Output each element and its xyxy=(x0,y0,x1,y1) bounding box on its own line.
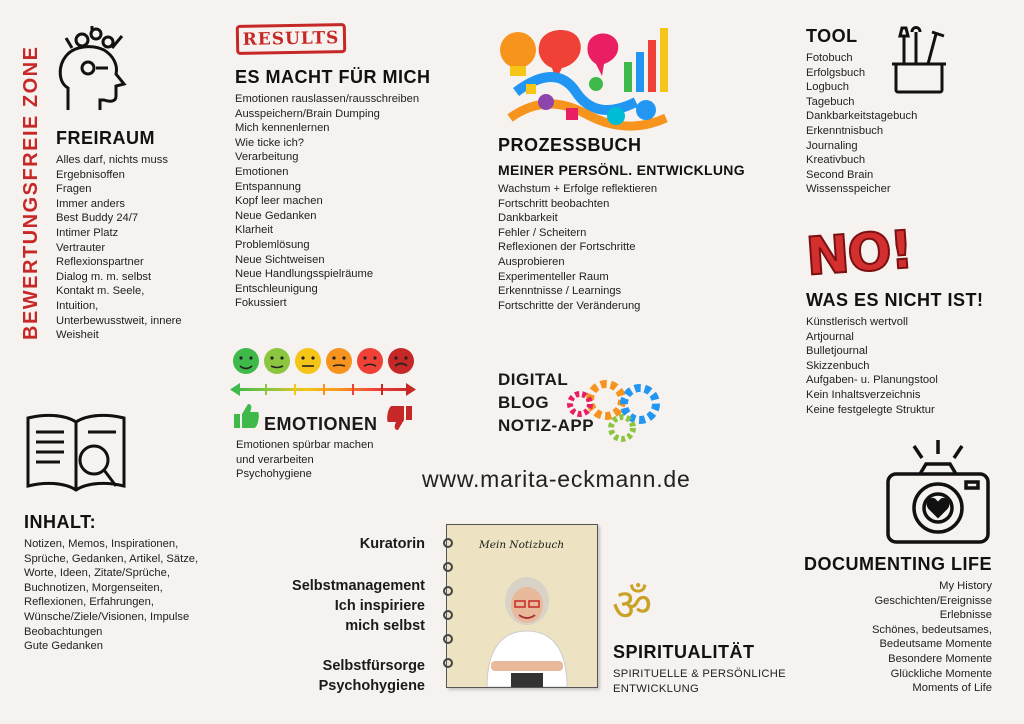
freiraum-title: FREIRAUM xyxy=(56,128,155,148)
emotion-face-icon xyxy=(233,348,259,374)
list-item: Bulletjournal xyxy=(806,345,868,358)
list-item: Unterbewusstweit, innere xyxy=(56,314,182,327)
notebook xyxy=(446,524,598,688)
emotion-scale xyxy=(230,345,416,405)
vertical-label: BEWERTUNGSFREIE ZONE xyxy=(20,45,42,340)
list-item: Intimer Platz xyxy=(56,226,119,239)
digital-line: DIGITAL xyxy=(498,370,569,389)
list-item: Wie ticke ich? xyxy=(235,136,305,149)
digital-line: NOTIZ-APP xyxy=(498,416,595,435)
list-item: Erkenntnisse / Learnings xyxy=(498,285,622,298)
list-item: Fokussiert xyxy=(235,297,287,310)
camera-icon xyxy=(884,436,992,546)
list-item: Dialog m. m. selbst xyxy=(56,270,152,283)
head-icon xyxy=(52,26,134,112)
spiritualitaet-title: SPIRITUALITÄT xyxy=(613,642,755,662)
no-badge: NO! xyxy=(804,220,914,288)
thumbs-down-icon xyxy=(386,404,414,432)
list-item: Besondere Momente xyxy=(888,652,992,665)
list-item: Neue Gedanken xyxy=(235,209,317,222)
list-item: und verarbeiten xyxy=(236,453,314,466)
list-item: Wachstum + Erfolge reflektieren xyxy=(498,183,658,195)
list-item: Weisheit xyxy=(56,329,99,342)
list-item: Entschleunigung xyxy=(235,282,318,295)
role-line: mich selbst xyxy=(345,618,425,634)
list-item: Kontakt m. Seele, xyxy=(56,285,145,298)
tool-title: TOOL xyxy=(806,26,858,46)
list-item: Psychohygiene xyxy=(236,468,312,481)
list-item: Problemlösung xyxy=(235,238,310,251)
list-item: Worte, Ideen, Zitate/Sprüche, xyxy=(24,567,170,580)
list-item: Logbuch xyxy=(806,81,849,94)
list-item: Ergebnisoffen xyxy=(56,168,125,181)
list-item: Emotionen xyxy=(235,165,289,178)
list-item: Erlebnisse xyxy=(939,609,992,622)
list-item: Fotobuch xyxy=(806,52,853,64)
results-stamp: RESULTS xyxy=(236,23,347,55)
website-link[interactable]: www.marita-eckmann.de xyxy=(422,466,691,492)
list-item: Mich kennenlernen xyxy=(235,122,330,135)
role-line: Psychohygiene xyxy=(318,678,425,694)
role-line: Selbstfürsorge xyxy=(322,658,425,674)
list-item: Klarheit xyxy=(235,224,273,237)
list-item: Dankbarkeitstagebuch xyxy=(806,110,918,123)
results-title: ES MACHT FÜR MICH xyxy=(235,67,431,87)
emotion-face-icon xyxy=(357,348,383,374)
emotionen-list xyxy=(236,438,373,482)
list-item: Reflexionspartner xyxy=(56,256,144,269)
role-selbstmanagement xyxy=(250,576,425,636)
list-item: Reflexionen, Erfahrungen, xyxy=(24,596,154,609)
documenting-list xyxy=(760,579,992,696)
list-item: Best Buddy 24/7 xyxy=(56,212,139,225)
om-icon: ॐ xyxy=(612,580,653,631)
list-item: Erkenntnisbuch xyxy=(806,124,884,137)
portrait-photo xyxy=(477,565,577,687)
list-item: Kreativbuch xyxy=(806,154,866,167)
role-line: Selbstmanagement xyxy=(292,578,425,594)
list-item: Keine festgelegte Struktur xyxy=(806,403,935,416)
list-item: Gute Gedanken xyxy=(24,640,103,653)
list-item: Emotionen spürbar machen xyxy=(236,439,374,451)
list-item: Buchnotizen, Morgenseiten, xyxy=(24,581,163,594)
emotion-arrow xyxy=(230,383,416,396)
list-item: Bedeutsame Momente xyxy=(879,638,992,651)
subtitle-line: SPIRITUELLE & PERSÖNLICHE xyxy=(613,668,786,680)
list-item: Second Brain xyxy=(806,168,874,181)
list-item: Ausprobieren xyxy=(498,255,565,268)
list-item: Emotionen rauslassen/rausschreiben xyxy=(235,93,420,105)
emotion-face-icon xyxy=(264,348,290,374)
list-item: Fehler / Scheitern xyxy=(498,226,587,239)
role-selbstfuersorge xyxy=(250,656,425,696)
list-item: Vertrauter xyxy=(56,241,106,254)
freiraum-list xyxy=(56,153,182,343)
list-item: Fortschritt beobachten xyxy=(498,197,610,210)
list-item: Reflexionen der Fortschritte xyxy=(498,241,636,254)
prozessbuch-title: PROZESSBUCH xyxy=(498,135,642,155)
list-item: Kein Inhaltsverzeichnis xyxy=(806,388,921,401)
nicht-title: WAS ES NICHT IST! xyxy=(806,290,984,310)
prozessbuch-list xyxy=(498,182,745,313)
list-item: Geschichten/Ereignisse xyxy=(874,594,992,607)
list-item: Artjournal xyxy=(806,330,854,343)
list-item: Sprüche, Gedanken, Artikel, Sätze, xyxy=(24,552,199,565)
list-item: Erfolgsbuch xyxy=(806,66,866,79)
list-item: Künstlerisch wertvoll xyxy=(806,316,908,328)
notebook-rings xyxy=(441,535,455,685)
list-item: Tagebuch xyxy=(806,95,855,108)
list-item: Alles darf, nichts muss xyxy=(56,154,168,166)
list-item: Fortschritte der Veränderung xyxy=(498,299,641,312)
inhalt-list xyxy=(24,537,198,654)
list-item: Neue Handlungsspielräume xyxy=(235,268,374,281)
growth-illustration xyxy=(496,22,676,132)
list-item: Wissensspeicher xyxy=(806,183,891,196)
digital-line: BLOG xyxy=(498,393,550,412)
list-item: Kopf leer machen xyxy=(235,195,323,208)
list-item: Schönes, bedeutsames, xyxy=(871,623,992,636)
list-item: Journaling xyxy=(806,139,858,152)
gears-icon xyxy=(566,376,666,446)
emotionen-title: EMOTIONEN xyxy=(264,414,378,434)
list-item: Beobachtungen xyxy=(24,625,103,638)
prozessbuch-subtitle: MEINER PERSÖNL. ENTWICKLUNG xyxy=(498,162,745,178)
subtitle-line: ENTWICKLUNG xyxy=(613,682,699,695)
book-magnifier-icon xyxy=(24,412,130,504)
list-item: Wünsche/Ziele/Visionen, Impulse xyxy=(24,610,190,623)
list-item: Fragen xyxy=(56,183,92,196)
list-item: Glückliche Momente xyxy=(890,667,992,680)
list-item: Intuition, xyxy=(56,299,99,312)
emotion-face-icon xyxy=(295,348,321,374)
list-item: My History xyxy=(939,580,992,592)
role-kuratorin: Kuratorin xyxy=(359,536,425,552)
notebook-label: Mein Notizbuch xyxy=(479,539,565,551)
list-item: Verarbeitung xyxy=(235,151,299,164)
list-item: Experimenteller Raum xyxy=(498,270,609,283)
toolbox-icon xyxy=(884,24,954,94)
documenting-title: DOCUMENTING LIFE xyxy=(804,554,992,574)
list-item: Immer anders xyxy=(56,197,126,210)
list-item: Entspannung xyxy=(235,180,301,193)
nicht-list xyxy=(806,315,984,417)
list-item: Skizzenbuch xyxy=(806,359,870,372)
inhalt-title: INHALT: xyxy=(24,512,97,532)
role-line: Ich inspiriere xyxy=(334,598,425,614)
list-item: Dankbarkeit xyxy=(498,212,558,225)
emotion-face-icon xyxy=(388,348,414,374)
emotion-face-icon xyxy=(326,348,352,374)
list-item: Moments of Life xyxy=(912,682,992,695)
list-item: Notizen, Memos, Inspirationen, xyxy=(24,538,179,550)
list-item: Aufgaben- u. Planungstool xyxy=(806,374,938,387)
list-item: Neue Sichtweisen xyxy=(235,253,325,266)
list-item: Ausspeichern/Brain Dumping xyxy=(235,107,380,120)
results-list xyxy=(235,92,431,311)
thumbs-up-icon xyxy=(232,402,260,430)
